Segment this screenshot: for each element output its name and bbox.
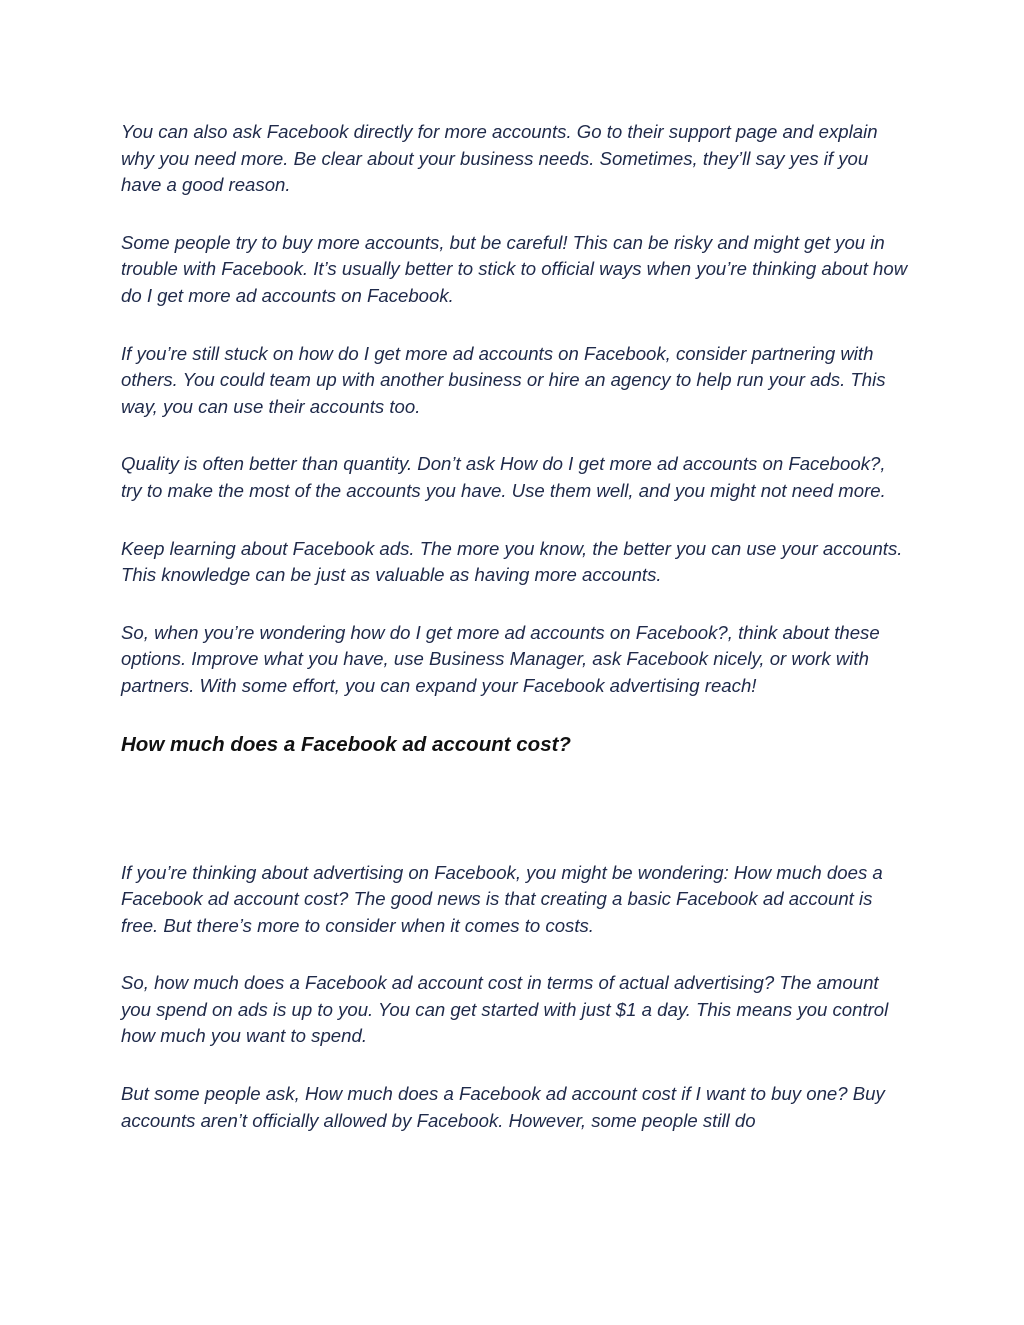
- paragraph-quality-over-quantity: Quality is often better than quantity. Don’t ask How do I get more ad accounts on Facebook?, try to make the most of the accounts you have. Use them well, and you might not need more.: [121, 453, 886, 501]
- section-spacer: [121, 759, 911, 860]
- paragraph-buy-accounts-warning: Some people try to buy more accounts, but be careful! This can be risky and might get you in trouble with Facebook. It’s usually better to stick to official ways when you’re thinking about how do I get more ad accounts on Facebook.: [121, 231, 908, 306]
- paragraph-buying-accounts: But some people ask, How much does a Facebook ad account cost if I want to buy one? Buy accounts aren’t officially allowed by Facebook. However, some people still do: [121, 1083, 885, 1131]
- document-content: [121, 119, 911, 1165]
- paragraph-summary-options: So, when you’re wondering how do I get more ad accounts on Facebook?, think about these options. Improve what you have, use Business Manager, ask Facebook nicely, or work with partners. With some effort, you can expand your Facebook advertising reach!: [121, 621, 880, 696]
- paragraph-partnering: If you’re still stuck on how do I get more ad accounts on Facebook, consider partnering with others. You could team up with another business or hire an agency to help run your ads. This way, you can use their accounts too.: [121, 342, 886, 417]
- section-heading-ad-account-cost: How much does a Facebook ad account cost?: [121, 732, 571, 756]
- paragraph-advertising-spend: So, how much does a Facebook ad account cost in terms of actual advertising? The amount you spend on ads is up to you. You can get started with just $1 a day. This means you control how much you want to spend.: [121, 972, 889, 1047]
- paragraph-account-is-free: If you’re thinking about advertising on Facebook, you might be wondering: How much does a Facebook ad account cost? The good news is that creating a basic Facebook ad account is free. But there’s more to consider when it comes to costs.: [121, 861, 883, 936]
- paragraph-ask-facebook: You can also ask Facebook directly for more accounts. Go to their support page and explain why you need more. Be clear about your business needs. Sometimes, they’ll say yes if you have a good reason.: [121, 121, 878, 196]
- paragraph-keep-learning: Keep learning about Facebook ads. The more you know, the better you can use your accounts. This knowledge can be just as valuable as having more accounts.: [121, 537, 903, 586]
